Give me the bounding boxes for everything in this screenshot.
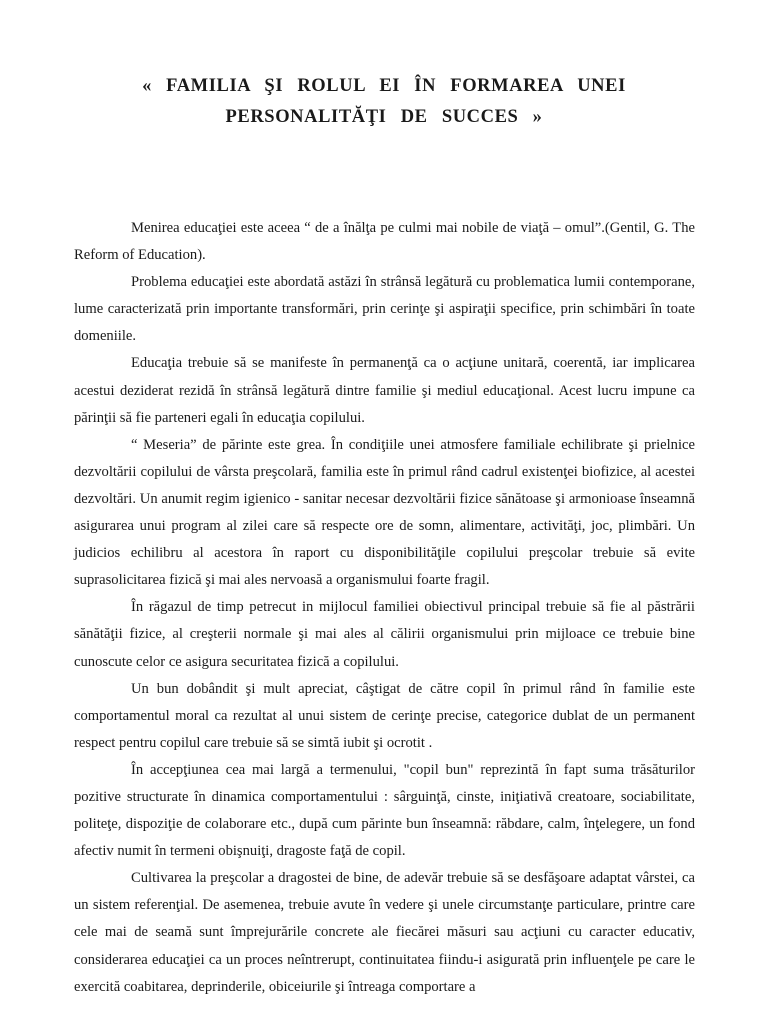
paragraph-7: În accepţiunea cea mai largă a termenului, "copil bun" reprezintă în fapt suma trăsăturilor pozitive structurate în dinamica comportamentului : sârguinţă, cinste, iniţiativă creatoare, sociabilitate, politeţe, dispoziţie de colaborare etc., după cum părinte bun înseamnă: răbdare, calm, înţelegere, un fond afectiv numit în termeni obişnuiţi, dragoste faţă de copil. <box>74 761 695 860</box>
document-body <box>74 215 695 1001</box>
paragraph-2: Problema educaţiei este abordată astăzi în strânsă legătură cu problematica lumii contemporane, lume caracterizată prin importante transformări, prin cerinţe şi aspiraţii specifice, prin schimbări în toate domeniile. <box>74 274 695 345</box>
document-title-line-2: PERSONALITĂŢI DE SUCCES » <box>225 107 543 127</box>
document-title-line-1: « FAMILIA ŞI ROLUL EI ÎN FORMAREA UNEI <box>142 76 626 96</box>
paragraph-8: Cultivarea la preşcolar a dragostei de bine, de adevăr trebuie să se desfăşoare adaptat vârstei, ca un sistem referenţial. De asemenea, trebuie avute în vedere şi unele circumstanţe particulare, printre care cele mai de seamă sunt împrejurările concrete ale fiecărei măsuri sau acţiuni cu caracter educativ, considerarea educaţiei ca un proces neîntrerupt, continuitatea fiindu-i asigurată prin influenţele pe care le exercită coabitarea, deprinderile, obiceiurile şi întreaga comportare a <box>74 870 695 995</box>
paragraph-5: În răgazul de timp petrecut in mijlocul familiei obiectivul principal trebuie să fie al păstrării sănătăţii fizice, al creşterii normale şi mai ales al călirii organismului prin mijloace ce trebuie bine cunoscute celor ce asigura securitatea fizică a copilului. <box>74 599 695 670</box>
paragraph-6: Un bun dobândit şi mult apreciat, câştigat de către copil în primul rând în familie este comportamentul moral ca rezultat al unui sistem de cerinţe precise, categorice dublat de un permanent respect pentru copilul care trebuie să se simtă iubit şi ocrotit . <box>74 680 695 751</box>
paragraph-4: “ Meseria” de părinte este grea. În condiţiile unei atmosfere familiale echilibrate şi prielnice dezvoltării copilului de vârsta preşcolară, familia este în primul rând cadrul existenţei biofizice, al acestei dezvoltări. Un anumit regim igienico - sanitar necesar dezvoltării fizice sănătoase şi armonioase înseamnă asigurarea unui program al zilei care să respecte ore de somn, alimentare, activităţi, joc, plimbări. Un judicios echilibru al acestora în raport cu disponibilităţile copilului preşcolar trebuie să evite suprasolicitarea fizică şi mai ales nervoasă a organismului foarte fragil. <box>74 436 695 589</box>
paragraph-3: Educaţia trebuie să se manifeste în permanenţă ca o acţiune unitară, coerentă, iar implicarea acestui deziderat rezidă în strânsă legătură dintre familie şi mediul educaţional. Acest lucru impune ca părinţii să fie parteneri egali în educaţia copilului. <box>74 355 695 426</box>
paragraph-1: Menirea educaţiei este aceea “ de a înălţa pe culmi mai nobile de viaţă – omul”.(Gentil, G. The Reform of Education). <box>74 220 695 264</box>
